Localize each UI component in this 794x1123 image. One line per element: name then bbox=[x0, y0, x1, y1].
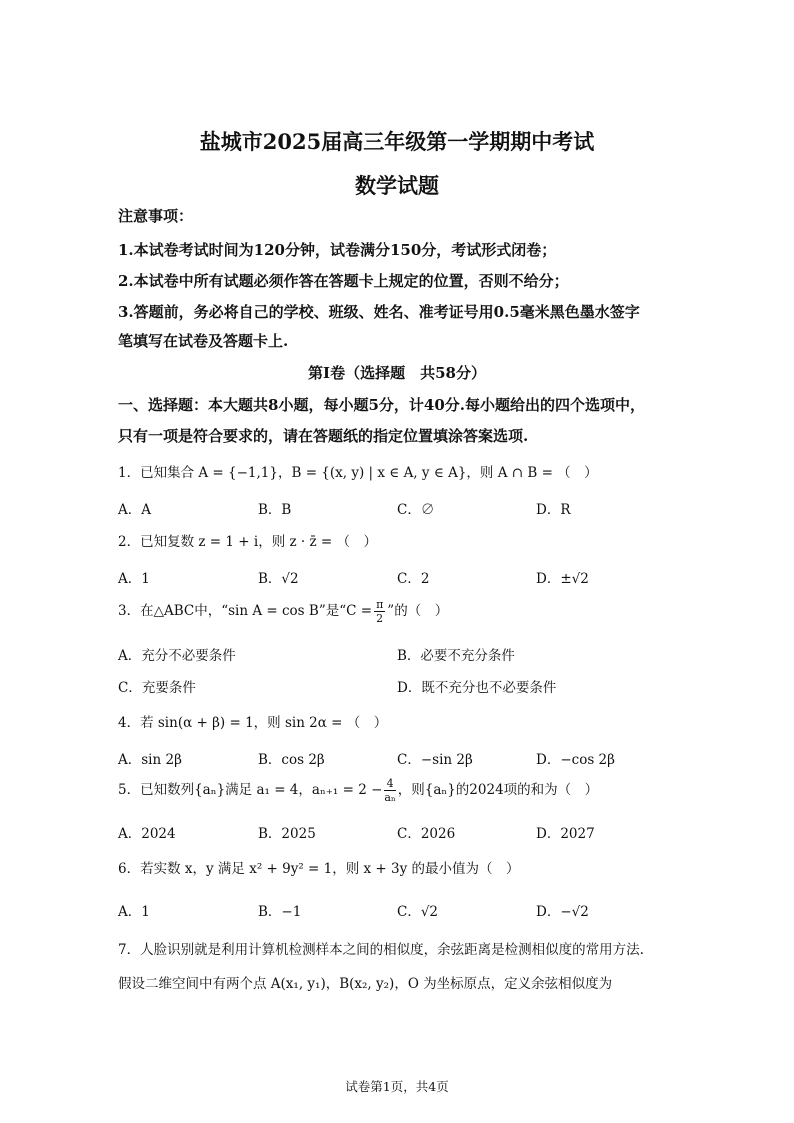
q3-frac-num: π bbox=[376, 598, 384, 611]
section-instructions-1: 一、选择题：本大题共8小题，每小题5分，计40分.每小题给出的四个选项中， bbox=[118, 396, 645, 414]
section-instructions-2: 只有一项是符合要求的，请在答题纸的指定位置填涂答案选项. bbox=[118, 427, 529, 445]
q5-option-d: D．2027 bbox=[536, 826, 595, 842]
q3-fraction bbox=[374, 599, 385, 624]
q3-frac-den: 2 bbox=[376, 612, 384, 625]
q1-option-b: B．B bbox=[258, 502, 292, 518]
q6-option-d: D．−√2 bbox=[536, 904, 589, 920]
q6-option-a: A．1 bbox=[118, 904, 150, 920]
q5-option-c: C．2026 bbox=[397, 826, 456, 842]
notice-item-1: 1.本试卷考试时间为120分钟，试卷满分150分，考试形式闭卷； bbox=[118, 241, 557, 259]
q5-stem-pre: 5．已知数列{aₙ}满足 a₁ = 4，aₙ₊₁ = 2 − bbox=[118, 782, 383, 798]
q6-option-b: B．−1 bbox=[258, 904, 302, 920]
q3-option-c: C．充要条件 bbox=[118, 680, 196, 696]
q3-stem-post: ”的（ ） bbox=[387, 603, 449, 619]
q3-option-d: D．既不充分也不必要条件 bbox=[397, 680, 557, 696]
q2-option-b: B．√2 bbox=[258, 571, 299, 587]
q6-option-c: C．√2 bbox=[397, 904, 439, 920]
page-footer: 试卷第1页，共4页 bbox=[345, 1079, 449, 1094]
q5-fraction bbox=[384, 778, 395, 803]
q1-option-c: C．∅ bbox=[397, 502, 435, 518]
q4-option-b: B．cos 2β bbox=[258, 752, 325, 768]
q5-option-a: A．2024 bbox=[118, 826, 176, 842]
q1-option-a: A．A bbox=[118, 502, 151, 518]
q3-option-b: B．必要不充分条件 bbox=[397, 648, 515, 664]
question-7-line-2: 假设二维空间中有两个点 A(x₁, y₁)，B(x₂, y₂)，O 为坐标原点，定义余弦相似度为 bbox=[118, 976, 613, 992]
notice-item-2: 2.本试卷中所有试题必须作答在答题卡上规定的位置，否则不给分； bbox=[118, 272, 569, 290]
q2-option-c: C．2 bbox=[397, 571, 430, 587]
q4-option-a: A．sin 2β bbox=[118, 752, 182, 768]
q3-option-a: A．充分不必要条件 bbox=[118, 648, 236, 664]
question-1-stem: 1．已知集合 A = {−1,1}，B = {(x, y) | x ∈ A, y ∈ A}，则 A ∩ B = （ ） bbox=[118, 465, 598, 481]
q4-option-d: D．−cos 2β bbox=[536, 752, 615, 768]
question-7-line-1: 7．人脸识别就是利用计算机检测样本之间的相似度，余弦距离是检测相似度的常用方法. bbox=[118, 942, 644, 958]
q3-stem-pre: 3．在△ABC中，“sin A = cos B”是“C = bbox=[118, 603, 373, 619]
q5-option-b: B．2025 bbox=[258, 826, 316, 842]
question-6-stem: 6．若实数 x，y 满足 x² + 9y² = 1，则 x + 3y 的最小值为（ ） bbox=[118, 861, 520, 877]
section-heading: 第Ⅰ卷（选择题 共58分） bbox=[308, 364, 486, 382]
question-3-stem bbox=[118, 599, 448, 624]
notice-item-3: 3.答题前，务必将自己的学校、班级、姓名、准考证号用0.5毫米黑色墨水签字 bbox=[118, 303, 640, 321]
q2-option-d: D．±√2 bbox=[536, 571, 589, 587]
q2-option-a: A．1 bbox=[118, 571, 150, 587]
page-title: 盐城市2025届高三年级第一学期期中考试 bbox=[199, 129, 595, 154]
notice-item-3-cont: 笔填写在试卷及答题卡上. bbox=[118, 332, 289, 350]
q5-stem-post: ，则{aₙ}的2024项的和为（ ） bbox=[397, 782, 599, 798]
question-5-stem bbox=[118, 778, 598, 803]
notice-heading: 注意事项： bbox=[118, 207, 194, 225]
q1-option-d: D．R bbox=[536, 502, 571, 518]
question-4-stem: 4．若 sin(α + β) = 1，则 sin 2α = （ ） bbox=[118, 715, 388, 731]
question-2-stem: 2．已知复数 z = 1 + i，则 z · z̄ = （ ） bbox=[118, 534, 377, 550]
page-subtitle: 数学试题 bbox=[355, 173, 439, 198]
q4-option-c: C．−sin 2β bbox=[397, 752, 473, 768]
q5-frac-den: aₙ bbox=[384, 791, 396, 804]
q5-frac-num: 4 bbox=[384, 778, 395, 791]
